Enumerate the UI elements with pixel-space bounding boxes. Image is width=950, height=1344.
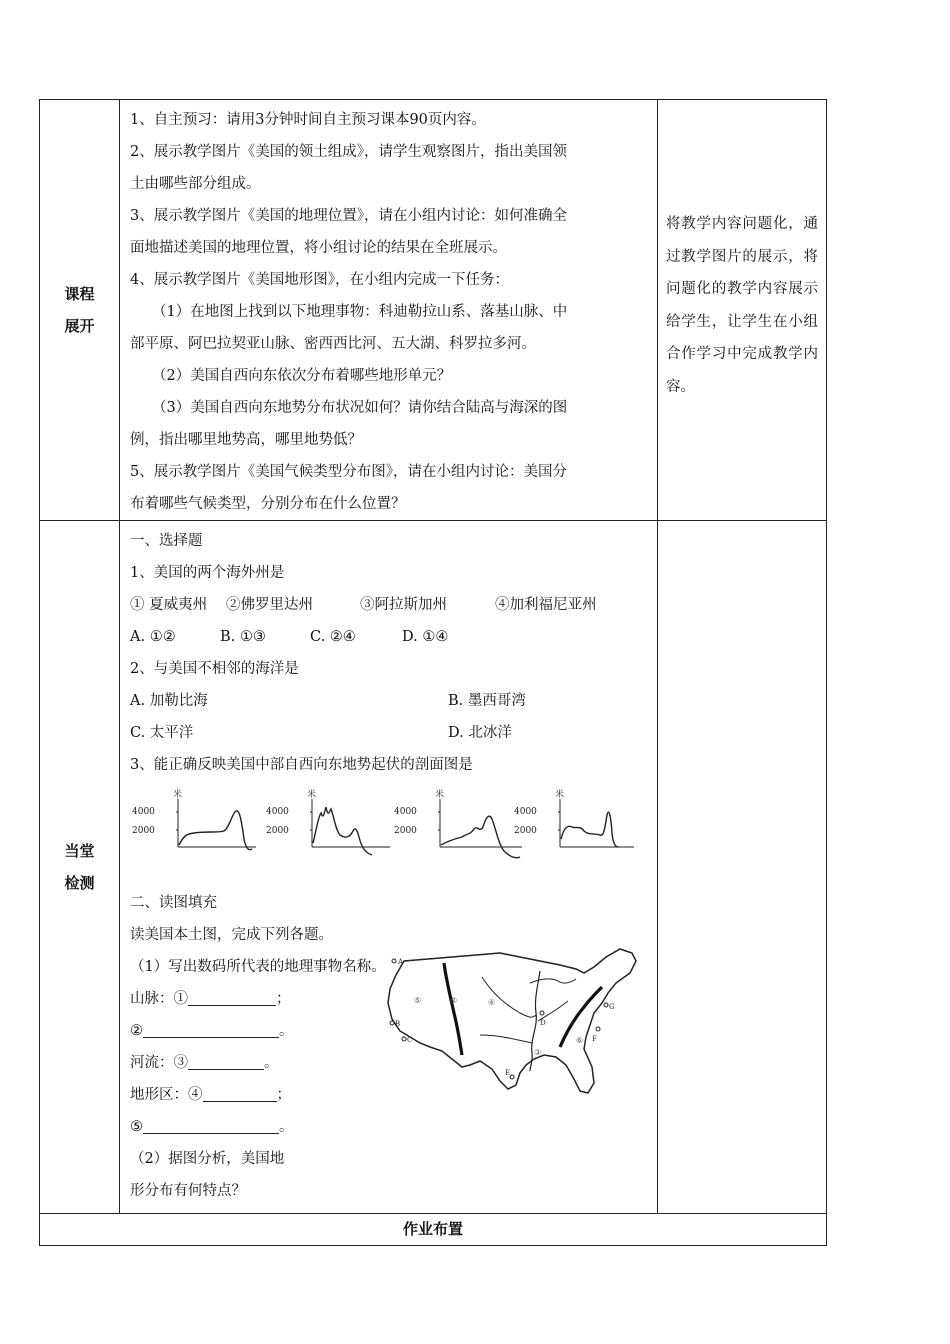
q2-option: C. 太平洋 — [130, 725, 194, 741]
course-item: 部平原、阿巴拉契亚山脉、密西西比河、五大湖、科罗拉多河。 — [130, 336, 536, 352]
q2-option: D. 北冰洋 — [448, 725, 512, 741]
river-blank[interactable] — [188, 1051, 264, 1070]
course-label-line2: 展开 — [64, 317, 95, 335]
terrain-line-2 — [130, 1111, 649, 1143]
question-3: 3、能正确反映美国中部自西向东地势起伏的剖面图是 — [130, 757, 473, 773]
part2-title: 二、读图填充 — [130, 895, 217, 911]
q1-option: D. ①④ — [402, 629, 449, 645]
profile-unit: 米 — [435, 790, 445, 800]
map-number-3: ③ — [534, 1048, 542, 1057]
us-mainland-map — [380, 943, 648, 1113]
profile-diagram-b — [266, 787, 392, 867]
profile-tick-2000: 2000 — [266, 826, 289, 836]
q1-options — [130, 621, 649, 653]
course-item: 2、展示教学图片《美国的领土组成》，请学生观察图片，指出美国领 — [130, 144, 567, 160]
us-outline — [388, 949, 636, 1093]
course-item: 5、展示教学图片《美国气候类型分布图》，请在小组内讨论：美国分 — [130, 464, 567, 480]
period: 。 — [279, 1023, 294, 1039]
map-letter-c: C — [407, 1036, 413, 1044]
profile-unit: 米 — [307, 790, 317, 800]
q1-item: ②佛罗里达州 — [226, 597, 313, 613]
profile-unit: 米 — [555, 790, 565, 800]
test-notes — [658, 521, 827, 1214]
terrain-blank-1[interactable] — [203, 1083, 277, 1102]
q2-options-row1 — [130, 685, 649, 717]
homework-row — [40, 1214, 827, 1246]
mountain-blank-1[interactable] — [188, 987, 276, 1006]
map-number-6: ⑥ — [576, 1036, 584, 1045]
course-item: 例，指出哪里地势高，哪里地势低？ — [130, 432, 362, 448]
course-item: 3、展示教学图片《美国的地理位置》，请在小组内讨论：如何准确全 — [130, 208, 567, 224]
part2-intro: 读美国本土图，完成下列各题。 — [130, 927, 333, 943]
profile-tick-4000: 4000 — [394, 807, 417, 817]
map-letter-g: G — [609, 1003, 615, 1011]
rocky-mountains — [444, 963, 462, 1055]
circle-5: ⑤ — [130, 1119, 143, 1135]
test-label — [40, 521, 120, 1214]
period: 。 — [264, 1055, 279, 1071]
question-1: 1、美国的两个海外州是 — [130, 565, 285, 581]
map-number-2: ② — [450, 996, 458, 1005]
semicolon: ； — [276, 991, 291, 1007]
profile-tick-2000: 2000 — [514, 826, 537, 836]
map-number-4: ④ — [488, 998, 496, 1007]
map-letter-b: B — [395, 1020, 401, 1028]
terrain-blank-2[interactable] — [143, 1115, 279, 1134]
test-row — [40, 521, 827, 1214]
test-label-line1: 当堂 — [64, 842, 95, 860]
q1-option: A. ①② — [130, 629, 176, 645]
map-letter-e: E — [505, 1069, 511, 1077]
question-2: 2、与美国不相邻的海洋是 — [130, 661, 299, 677]
q1-items — [130, 589, 649, 621]
terrain-label: 地形区：④ — [130, 1087, 203, 1103]
map-letter-f: F — [592, 1035, 597, 1043]
test-label-line2: 检测 — [64, 874, 95, 892]
map-letter-d: D — [540, 1019, 546, 1027]
profile-tick-4000: 4000 — [514, 807, 537, 817]
course-item: 4、展示教学图片《美国地形图》，在小组内完成一下任务： — [130, 272, 509, 288]
q1-item: ① 夏威夷州 — [130, 597, 208, 613]
teaching-notes: 将教学内容问题化，通过教学图片的展示，将问题化的教学内容展示给学生，让学生在小组合作学习中完成教学内容。 — [658, 100, 827, 521]
q2-options-row2 — [130, 717, 649, 749]
mountain-label: 山脉：① — [130, 991, 188, 1007]
circle-2: ② — [130, 1023, 143, 1039]
q1-item: ③阿拉斯加州 — [360, 597, 447, 613]
fill-in-section — [130, 951, 649, 1207]
homework-title: 作业布置 — [40, 1214, 827, 1246]
q1-option: C. ②④ — [310, 629, 356, 645]
course-content — [120, 100, 658, 521]
profile-tick-4000: 4000 — [266, 807, 289, 817]
profile-tick-4000: 4000 — [132, 807, 155, 817]
sub-question-1: （1）写出数码所代表的地理事物名称。 — [130, 959, 386, 975]
profile-diagrams — [130, 787, 649, 887]
profile-diagram-d — [514, 787, 640, 867]
semicolon: ； — [276, 1087, 291, 1103]
test-content — [120, 521, 658, 1214]
q1-option: B. ①③ — [220, 629, 266, 645]
course-label — [40, 100, 120, 521]
q1-item: ④加利福尼亚州 — [495, 597, 597, 613]
lesson-plan-table — [39, 99, 827, 1246]
course-item: 面地描述美国的地理位置，将小组讨论的结果在全班展示。 — [130, 240, 507, 256]
map-number-5: ⑤ — [414, 996, 422, 1005]
course-item: （2）美国自西向东依次分布着哪些地形单元？ — [152, 368, 452, 384]
course-item: 1、自主预习：请用3分钟时间自主预习课本90页内容。 — [130, 112, 486, 128]
profile-diagram-a — [132, 787, 258, 867]
profile-diagram-c — [394, 787, 526, 871]
profile-unit: 米 — [173, 790, 183, 800]
course-item: （3）美国自西向东地势分布状况如何？请你结合陆高与海深的图 — [152, 400, 568, 416]
period: 。 — [279, 1119, 294, 1135]
river-label: 河流：③ — [130, 1055, 188, 1071]
sub-question-2-line1: （2）据图分析，美国地 — [130, 1151, 285, 1167]
map-letter-a: A — [398, 958, 404, 966]
course-item: 土由哪些部分组成。 — [130, 176, 261, 192]
q2-option: A. 加勒比海 — [130, 693, 208, 709]
q2-option: B. 墨西哥湾 — [448, 693, 526, 709]
mountain-blank-2[interactable] — [143, 1019, 279, 1038]
course-label-line1: 课程 — [64, 285, 95, 303]
course-row — [40, 100, 827, 521]
sub-question-2-line2: 形分布有何特点？ — [130, 1183, 246, 1199]
course-item: 布着哪些气候类型，分别分布在什么位置？ — [130, 496, 406, 512]
part1-title: 一、选择题 — [130, 533, 203, 549]
profile-tick-2000: 2000 — [394, 826, 417, 836]
course-item: （1）在地图上找到以下地理事物：科迪勒拉山系、落基山脉、中 — [152, 304, 568, 320]
profile-tick-2000: 2000 — [132, 826, 155, 836]
